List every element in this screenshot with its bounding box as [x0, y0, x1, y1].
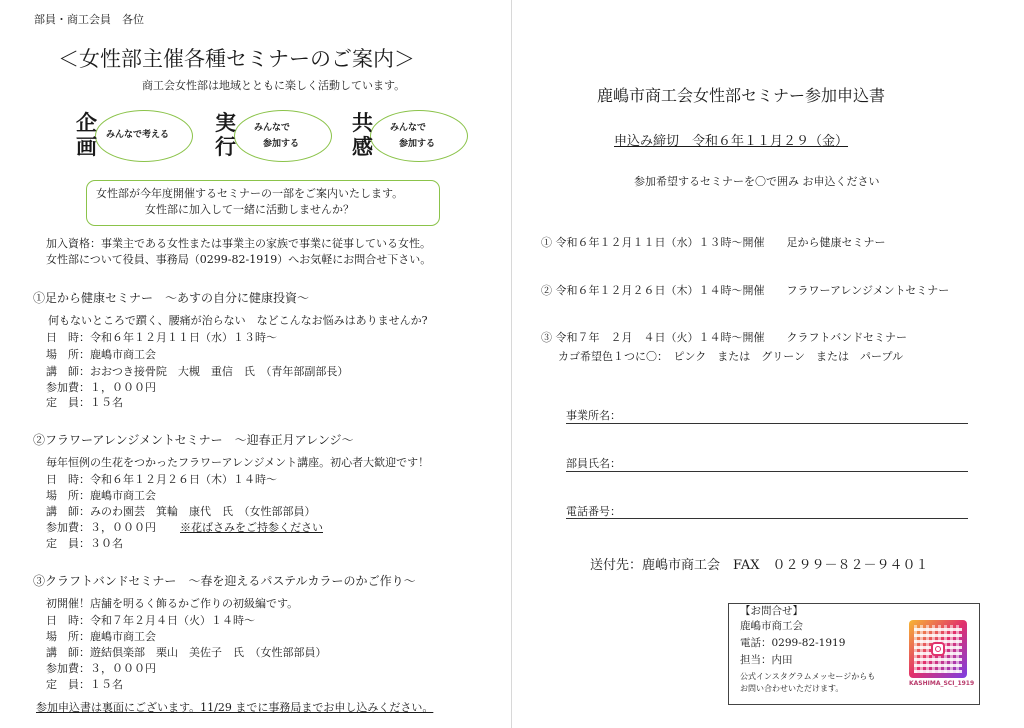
- intro-line-1: 女性部が今年度開催するセミナーの一部をご案内いたします。: [96, 187, 404, 200]
- kanji-2-text1: みんなで: [254, 123, 291, 133]
- seminar-1-place: 場 所：鹿嶋市商工会: [46, 348, 156, 361]
- deadline: 申込み締切 令和６年１１月２９（金）: [614, 134, 849, 149]
- seminar-3-lead: 初開催！店舗を明るく飾るかご作りの初級編です。: [46, 597, 299, 610]
- kanji-oval-2: [234, 110, 332, 162]
- field-phone-label: 電話番号：: [566, 505, 621, 518]
- seminar-2-teacher: 講 師：みのわ園芸 箕輪 康代 氏 （女性部部員）: [46, 505, 316, 518]
- seminar-2-place: 場 所：鹿嶋市商工会: [46, 489, 156, 502]
- seminar-2-capacity: 定 員：３０名: [46, 537, 123, 550]
- form-title: 鹿嶋市商工会女性部セミナー参加申込書: [597, 86, 886, 105]
- seminar-1-teacher: 講 師：おおつき接骨院 大槻 重信 氏 （青年部副部長）: [46, 365, 349, 378]
- option-2[interactable]: ② 令和６年１２月２６日（木）１４時～開催 フラワーアレンジメントセミナー: [541, 284, 950, 297]
- seminar-2-fee-note: ※花ばさみをご持参ください: [180, 521, 323, 534]
- contact-note-2: お問い合わせいただけます。: [740, 684, 844, 693]
- option-1[interactable]: ① 令和６年１２月１１日（水）１３時～開催 足から健康セミナー: [541, 236, 886, 249]
- field-company-label: 事業所名：: [566, 409, 621, 422]
- option-3[interactable]: ③ 令和７年 ２月 ４日（火）１４時～開催 クラフトバンドセミナー: [541, 331, 907, 344]
- footer-note: 参加申込書は裏面にございます。11/29 までに事務局までお申し込みください。: [36, 701, 434, 714]
- seminar-3-capacity: 定 員：１５名: [46, 678, 123, 691]
- field-phone-line[interactable]: [566, 518, 968, 519]
- seminar-2-date: 日 時：令和６年１２月２６日（木）１４時～: [46, 473, 277, 486]
- color-choice[interactable]: カゴ希望色１つに〇： ピンク または グリーン または パープル: [558, 350, 904, 363]
- kanji-3-top: 共: [352, 111, 373, 135]
- seminar-1-title: ①足から健康セミナー ～あすの自分に健康投資～: [33, 291, 310, 305]
- kanji-1-text: みんなで考える: [106, 130, 170, 140]
- recipient-header: 部員・商工会員 各位: [34, 13, 144, 26]
- seminar-3-date: 日 時：令和７年２月４日（火）１４時～: [46, 614, 255, 627]
- seminar-1-capacity: 定 員：１５名: [46, 396, 123, 409]
- instagram-icon: [931, 642, 945, 656]
- send-to: 送付先：鹿嶋市商工会 FAX ０２９９－８２－９４０１: [590, 558, 929, 573]
- seminar-2-fee: 参加費：３，０００円: [46, 521, 156, 534]
- seminar-2-lead: 毎年恒例の生花をつかったフラワーアレンジメント講座。初心者大歓迎です！: [46, 456, 430, 469]
- instagram-handle: KASHIMA_SCI_1919: [909, 680, 975, 687]
- kanji-oval-3: [370, 110, 468, 162]
- page-title: ＜女性部主催各種セミナーのご案内＞: [58, 47, 415, 71]
- seminar-3-teacher: 講 師：遊結倶楽部 栗山 美佐子 氏 （女性部部員）: [46, 646, 327, 659]
- contact-person: 担当：内田: [740, 654, 793, 666]
- kanji-2-text2: 参加する: [263, 139, 300, 149]
- seminar-2-title: ②フラワーアレンジメントセミナー ～迎春正月アレンジ～: [33, 433, 354, 447]
- kanji-1-bottom: 画: [76, 135, 97, 159]
- contact-heading: 【お問合せ】: [740, 605, 803, 617]
- kanji-3-bottom: 感: [352, 135, 373, 159]
- kanji-1-top: 企: [76, 111, 97, 135]
- kanji-3-text1: みんなで: [390, 123, 427, 133]
- contact-tel: 電話：0299-82-1919: [740, 637, 846, 649]
- seminar-3-place: 場 所：鹿嶋市商工会: [46, 630, 156, 643]
- seminar-1-date: 日 時：令和６年１２月１１日（水）１３時～: [46, 331, 277, 344]
- field-company-line[interactable]: [566, 423, 968, 424]
- field-member-label: 部員氏名：: [566, 457, 621, 470]
- contact-org: 鹿嶋市商工会: [740, 620, 803, 632]
- seminar-1-lead: 何もないところで躓く、腰痛が治らない などこんなお悩みはありませんか?: [48, 314, 428, 327]
- kanji-2-bottom: 行: [215, 135, 236, 159]
- kanji-2-top: 実: [215, 111, 236, 135]
- seminar-3-fee: 参加費：３，０００円: [46, 662, 156, 675]
- seminar-3-title: ③クラフトバンドセミナー ～春を迎えるパステルカラーのかご作り～: [33, 574, 416, 588]
- field-member-line[interactable]: [566, 471, 968, 472]
- instagram-qr-code[interactable]: [909, 620, 967, 678]
- join-qualification: 加入資格：事業主である女性または事業主の家族で事業に従事している女性。: [46, 237, 431, 250]
- seminar-1-fee: 参加費：１，０００円: [46, 381, 156, 394]
- contact-note-1: 公式インスタグラムメッセージからも: [740, 672, 876, 681]
- intro-line-2: 女性部に加入して一緒に活動しませんか？: [145, 203, 354, 216]
- kanji-3-text2: 参加する: [399, 139, 436, 149]
- join-contact: 女性部について役員、事務局（0299-82-1919）へお気軽にお問合せ下さい。: [46, 253, 432, 266]
- instruction: 参加希望するセミナーを〇で囲み お申込ください: [634, 175, 880, 188]
- subtitle: 商工会女性部は地域とともに楽しく活動しています。: [142, 79, 406, 92]
